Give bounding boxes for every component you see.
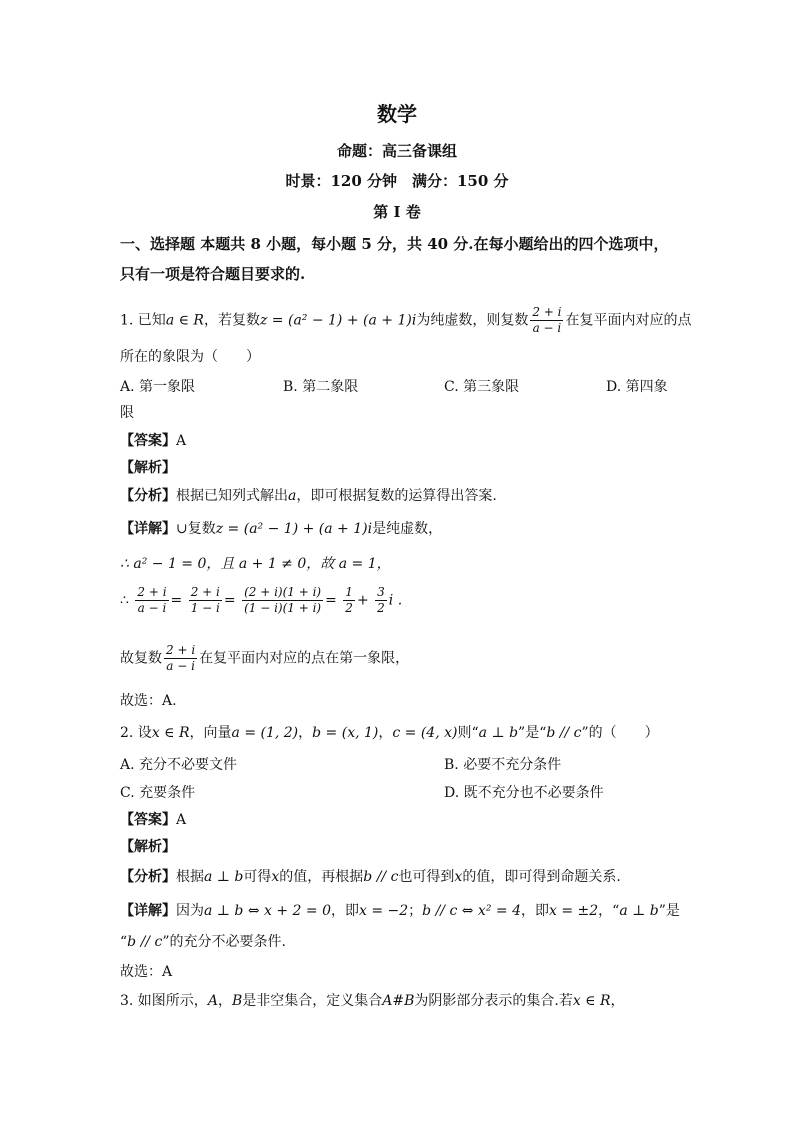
q1-step3-b: 在复平面内对应的点在第一象限，: [199, 650, 410, 667]
q3-stem-m1: A: [207, 993, 218, 1009]
q1-stem-a: 1. 已知: [120, 312, 166, 329]
q2-option-a: A. 充分不必要文件: [120, 757, 238, 773]
q2-stem-d: ”是“: [518, 725, 547, 741]
q2-fenxi-a: 根据: [176, 869, 204, 885]
q1-fenxi-tag: 【分析】: [120, 488, 176, 504]
q2-choose: 故选：A: [120, 964, 173, 980]
q1-f2-num: 2 + i: [190, 585, 220, 599]
q1-f1-num: 2 + i: [137, 585, 167, 599]
doc-author: 命题：高三备课组: [336, 142, 457, 160]
q2-sep2: ，: [378, 725, 393, 741]
q3-stem-m3: A#B: [382, 993, 415, 1009]
q2-stem-e: ”的（ ）: [581, 725, 659, 741]
q3-stem-d: 为阴影部分表示的集合.若: [414, 993, 573, 1009]
q2-detail-m1: a ⊥ b ⇔ x + 2 = 0: [204, 903, 331, 919]
q3-stem-m4: x ∈ R: [572, 993, 611, 1009]
q2-detail-line2: [120, 931, 286, 951]
q1-detail-tag: 【详解】: [120, 521, 176, 537]
q1-frac-num: 2 + i: [532, 305, 562, 319]
q2-fenxi-x1: x: [271, 869, 280, 885]
q2-detail: [120, 900, 680, 920]
q3-stem-m2: B: [231, 993, 243, 1009]
q2-fenxi-tag: 【分析】: [120, 869, 176, 885]
q1-stem-line2: 所在的象限为（ ）: [120, 349, 260, 365]
q2-vec-c: c = (4, x): [392, 725, 458, 741]
q1-fraction: [530, 305, 563, 336]
q1-step3: [120, 643, 409, 674]
q1-step2-frac3: [242, 585, 323, 616]
q1-step2: ∴ $\frac{2 + i}{a - i}$ = $\frac{2 + i}{1 - i}$ = $\frac{(2 + i)(1 + i)}{(1 - i)(1 + i)}$ = $\frac{1}{2}$ + $\frac{3}{2}$ i .: [120, 585, 403, 615]
q2-detail-b: ，即: [330, 903, 359, 919]
q1-step2-frac4: [343, 585, 355, 616]
q1-stem: [120, 305, 691, 336]
q2-detail-a: 因为: [176, 903, 204, 919]
q2-fenxi-e: 的值，即可得到命题关系.: [462, 869, 621, 885]
q1-option-d: D. 第四象: [606, 379, 668, 395]
q1-stem-d: 在复平面内对应的点: [565, 312, 692, 329]
q2-detail-d: ，即: [520, 903, 549, 919]
q1-answer-tag: 【答案】: [120, 433, 176, 449]
q2-answer-value: A: [176, 812, 187, 828]
q2-detail-m5: a ⊥ b: [619, 903, 659, 919]
q1-f3-den: (1 − i)(1 + i): [244, 601, 322, 615]
q1-f3-num: (2 + i)(1 + i): [244, 585, 322, 599]
q3-stem: [120, 990, 625, 1010]
q1-f5-num: 3: [377, 585, 385, 599]
q2-detail-c: ；: [408, 903, 423, 919]
q1-step2-frac2: [189, 585, 222, 616]
q3-stem-c: 是非空集合，定义集合: [242, 993, 383, 1009]
q1-step1: ∴ a² − 1 = 0，且 a + 1 ≠ 0，故 a = 1，: [120, 556, 391, 572]
q2-fenxi-cond2: b // c: [363, 869, 399, 885]
q2-detail-m3: b // c ⇔ x² = 4: [422, 903, 521, 919]
q1-analysis-tag: 【解析】: [120, 460, 176, 476]
q2-line2-m: b // c: [127, 934, 163, 950]
q1-stem-b: ，若复数: [203, 312, 260, 329]
q1-step2-prefix: ∴: [120, 592, 129, 609]
q2-stem-x: x ∈ R: [151, 725, 190, 741]
q2-detail-m4: x = ±2: [548, 903, 599, 919]
q2-line2-b: ”的充分不必要条件.: [162, 934, 286, 950]
q2-vec-b: b = (x, 1): [312, 725, 379, 741]
q3-stem-b: ，: [217, 993, 232, 1009]
doc-time-score: 时景：120 分钟 满分：150 分: [285, 172, 509, 190]
doc-title: 数学: [377, 102, 417, 126]
q1-step3-a: 故复数: [120, 650, 162, 667]
q1-f5-den: 2: [377, 601, 385, 615]
q1-step2-frac5: [375, 585, 387, 616]
q2-fenxi-b: 可得: [243, 869, 272, 885]
q2-answer-tag: 【答案】: [120, 812, 176, 828]
q1-stem-a-math: a ∈ R: [165, 312, 204, 329]
q1-answer: [120, 430, 186, 450]
q2-fenxi-c: 的值，再根据: [279, 869, 364, 885]
q3-stem-a: 3. 如图所示，: [120, 993, 208, 1009]
q1-frac-den: a − i: [532, 321, 562, 335]
q2-fenxi-x2: x: [454, 869, 463, 885]
q2-cond1: a ⊥ b: [478, 725, 519, 741]
q1-detail-math: z = (a² − 1) + (a + 1)i: [215, 521, 373, 537]
q2-detail-e: ，“: [598, 903, 620, 919]
section-intro-line1: 一、选择题 本题共 8 小题，每小题 5 分，共 40 分.在每小题给出的四个选项中，: [120, 235, 669, 253]
q2-stem-c: 则“: [457, 725, 479, 741]
q2-stem-a: 2. 设: [120, 725, 152, 741]
q3-stem-e: ，: [610, 993, 625, 1009]
q1-f2-den: 1 − i: [190, 601, 220, 615]
q1-step3-num: 2 + i: [166, 643, 196, 657]
q2-option-b: B. 必要不充分条件: [444, 757, 562, 773]
q2-fenxi-d: 也可得到: [398, 869, 455, 885]
q1-fenxi: [120, 485, 497, 505]
q1-choose: 故选：A.: [120, 693, 177, 709]
q1-step3-den: a − i: [166, 659, 195, 673]
q1-stem-z: z = (a² − 1) + (a + 1)i: [259, 312, 417, 329]
q1-detail-a: ∪复数: [176, 521, 216, 537]
q2-sep1: ，: [298, 725, 313, 741]
q1-option-c: C. 第三象限: [444, 379, 520, 395]
q1-detail: [120, 518, 442, 538]
q2-fenxi-cond1: a ⊥ b: [204, 869, 244, 885]
q2-stem: [120, 722, 659, 742]
doc-volume: 第 I 卷: [373, 203, 421, 221]
q1-f1-den: a − i: [137, 601, 167, 615]
q1-fenxi-b: ，即可根据复数的运算得出答案.: [296, 488, 497, 504]
q2-answer: [120, 809, 186, 829]
q1-detail-b: 是纯虚数，: [372, 521, 443, 537]
q2-stem-b: ，向量: [189, 725, 232, 741]
q1-f4-num: 1: [345, 585, 353, 599]
q1-fenxi-var: a: [288, 488, 297, 504]
q1-option-a: A. 第一象限: [120, 379, 196, 395]
section-intro-line2: 只有一项是符合题目要求的.: [120, 265, 306, 283]
q2-line2-a: “: [120, 934, 128, 950]
q1-step3-frac: [164, 643, 197, 674]
q2-option-d: D. 既不充分也不必要条件: [444, 785, 604, 801]
q2-analysis-tag: 【解析】: [120, 839, 176, 855]
q1-option-b: B. 第二象限: [283, 379, 359, 395]
q1-answer-value: A: [176, 433, 187, 449]
q1-f4-den: 2: [345, 601, 353, 615]
q1-stem-c: 为纯虚数，则复数: [416, 312, 529, 329]
q2-fenxi: [120, 866, 621, 886]
q2-option-c: C. 充要条件: [120, 785, 196, 801]
q2-vec-a: a = (1, 2): [231, 725, 299, 741]
q1-fenxi-a: 根据已知列式解出: [176, 488, 288, 504]
q2-detail-f: ”是: [658, 903, 680, 919]
q2-detail-m2: x = −2: [358, 903, 409, 919]
q1-step2-frac1: [135, 585, 168, 616]
q2-cond2: b // c: [546, 725, 582, 741]
q1-option-wrap: 限: [120, 405, 134, 421]
q2-detail-tag: 【详解】: [120, 903, 176, 919]
